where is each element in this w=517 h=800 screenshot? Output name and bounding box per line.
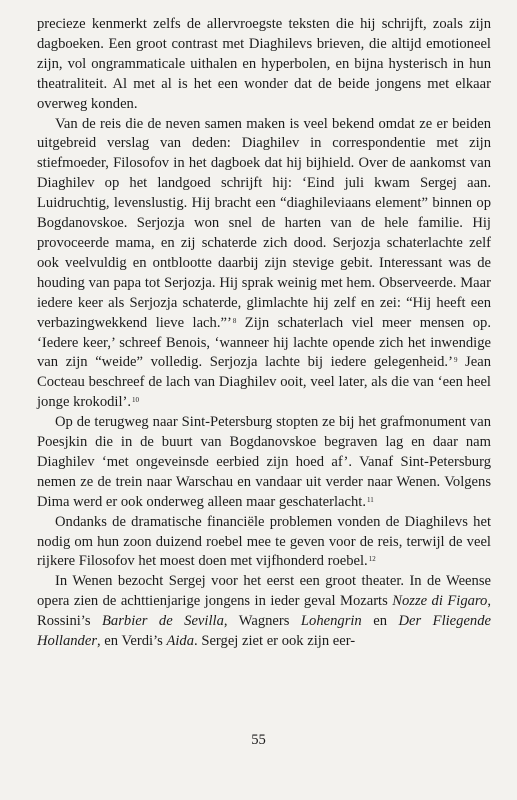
page-number: 55: [251, 732, 266, 748]
title-der-fliegende-hollander: Der Fliegende Hollander: [37, 613, 492, 650]
paragraph-5-text-f: . Sergej ziet er ook zijn eer-: [194, 633, 356, 650]
paragraph-5-text-a: In Wenen bezocht Sergej voor het eerst een groot theater. In de Weense opera zien de achttienjarige jongens in ieder geval Mozarts: [37, 573, 491, 610]
paragraph-5-text-d: en: [361, 613, 399, 630]
footnote-ref-10: 10: [132, 396, 140, 405]
footnote-ref-8: 8: [232, 316, 237, 325]
body-text: [37, 15, 491, 652]
paragraph-5: [37, 572, 491, 652]
paragraph-3-text: Op de terugweg naar Sint-Petersburg stopten ze bij het grafmonument van Poesjkin die in de buurt van Bogdanovskoe begraven lag en daar nam Diaghilev ‘met ongeveinsde eerbied zijn hoed af’. Vanaf Sint-Petersburg nemen ze de trein naar Warschau en vandaar uit verder naar Wenen. Volgens Dima werd er ook onderweg alleen maar geschaterlacht.: [37, 414, 491, 510]
paragraph-1: [37, 15, 491, 115]
paragraph-4: [37, 513, 491, 573]
paragraph-2-text-a: Van de reis die de neven samen maken is veel bekend omdat ze er beiden uitgebreid verslag van deden: Diaghilev in correspondentie met zijn stiefmoeder, Filosofov in het dagboek dat hij bijhield. Over de aankomst van Diaghilev op het landgoed schrijft hij: ‘Eind juli kwam Sergej aan. Luidruchtig, levenslustig. Hij bracht een “diaghileviaans element” binnen op Bogdanovskoe. Serjozja won snel de harten van de hele familie. Hij provoceerde mama, en zij schaterde zich dood. Serjozja schaterlachte zelf ook veelvuldig en ontblootte daarbij zijn stevige gebit. Interessant was de houding van papa tot Serjozja. Hij sprak weinig met hem. Observeerde. Maar iedere keer als Serjozja schaterde, glimlachte hij zelf en zei: “Hij heeft een verbazingwekkend lieve lach.”’: [37, 115, 491, 331]
paragraph-2-text-c: Jean Cocteau beschreef de lach van Diaghilev ooit, veel later, als die van ‘een heel jonge krokodil’.: [37, 354, 491, 411]
title-nozze-di-figaro: Nozze di Figaro: [392, 593, 488, 610]
title-barbier-de-sevilla: Barbier de Sevilla: [102, 613, 224, 630]
paragraph-2-text-b: Zijn schaterlach viel meer mensen op. ‘Iedere keer,’ schreef Benois, ‘wanneer hij lachte opende zich het inwendige van zijn “weide” volledig. Serjozja lachte bij iedere gelegenheid.’: [37, 314, 491, 371]
footnote-ref-9: 9: [453, 356, 458, 365]
paragraph-2: [37, 115, 491, 414]
title-aida: Aida: [166, 633, 195, 650]
paragraph-5-text-b: , Rossini’s: [37, 593, 492, 630]
paragraph-3: [37, 413, 491, 513]
footnote-ref-11: 11: [367, 495, 374, 504]
title-lohengrin: Lohengrin: [300, 613, 362, 630]
paragraph-5-text-e: , en Verdi’s: [97, 633, 167, 650]
paragraph-1-text: precieze kenmerkt zelfs de allervroegste teksten die hij schrijft, zoals zijn dagboeken. Een groot contrast met Diaghilevs brieven, die altijd emotioneel zijn, vol ongrammaticale uithalen en hyperbolen, en bijna hysterisch in hun theatraliteit. Al met al is het een wonder dat de beide jongens met elkaar overweg konden.: [37, 16, 491, 112]
footnote-ref-12: 12: [368, 555, 376, 564]
paragraph-5-text-c: , Wagners: [223, 613, 301, 630]
paragraph-4-text: Ondanks de dramatische financiële problemen vonden de Diaghilevs het nodig om hun zoon duizend roebel mee te geven voor de reis, terwijl de veel rijkere Filosofov het moest doen met vijfhonderd roebel.: [37, 513, 491, 570]
